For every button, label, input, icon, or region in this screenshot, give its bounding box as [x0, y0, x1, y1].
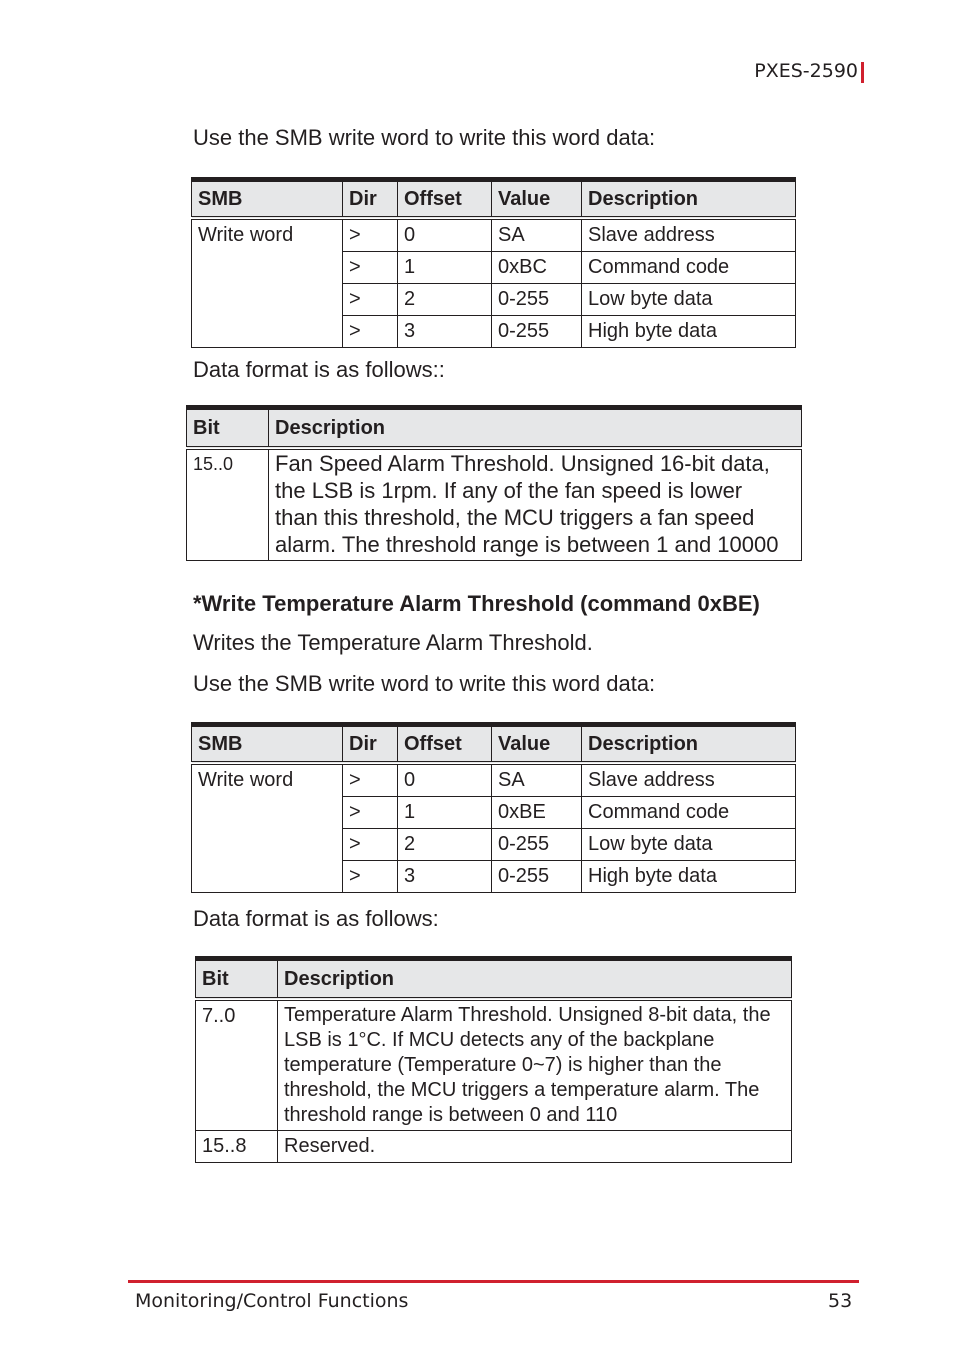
value-cell: SA — [492, 763, 582, 797]
table-header-row — [196, 959, 792, 1000]
description-cell: Low byte data — [582, 284, 796, 316]
section1-smb-table — [191, 177, 796, 348]
section2-bit-table — [195, 956, 792, 1163]
col-header-description: Description — [278, 959, 792, 1000]
col-header-description: Description — [582, 725, 796, 764]
value-cell: 0-255 — [492, 284, 582, 316]
description-cell: Slave address — [582, 763, 796, 797]
offset-cell: 2 — [398, 284, 492, 316]
description-cell: Command code — [582, 797, 796, 829]
col-header-bit: Bit — [187, 408, 269, 449]
bit-cell: 7..0 — [196, 999, 278, 1131]
description-line: LSB is 1°C. If MCU detects any of the backplane — [284, 1029, 715, 1051]
smb-command-cell: Write word — [192, 218, 343, 348]
page-number: 53 — [828, 1290, 853, 1312]
section1-intro: Use the SMB write word to write this word data: — [193, 125, 656, 150]
bit-cell: 15..0 — [187, 448, 269, 561]
section2-heading: *Write Temperature Alarm Threshold (command 0xBE) — [193, 591, 760, 616]
offset-cell: 3 — [398, 861, 492, 893]
value-cell: SA — [492, 218, 582, 252]
description-line: alarm. The threshold range is between 1 and 10000 — [275, 532, 779, 557]
section2-intro: Use the SMB write word to write this word data: — [193, 671, 656, 696]
description-line: threshold, the MCU triggers a temperature alarm. The — [284, 1079, 760, 1101]
section1-format-label: Data format is as follows:: — [193, 357, 445, 382]
value-cell: 0xBC — [492, 252, 582, 284]
description-cell: Slave address — [582, 218, 796, 252]
description-cell: Low byte data — [582, 829, 796, 861]
col-header-dir: Dir — [343, 725, 398, 764]
footer-section-title: Monitoring/Control Functions — [135, 1290, 409, 1312]
document-model-header: PXES-2590 — [754, 60, 858, 82]
col-header-smb: SMB — [192, 725, 343, 764]
description-line: temperature (Temperature 0~7) is higher than the — [284, 1054, 722, 1076]
dir-cell: > — [343, 284, 398, 316]
description-line: Temperature Alarm Threshold. Unsigned 8-bit data, the — [284, 1004, 771, 1026]
col-header-value: Value — [492, 180, 582, 219]
offset-cell: 3 — [398, 316, 492, 348]
col-header-bit: Bit — [196, 959, 278, 1000]
table-row — [196, 1131, 792, 1163]
dir-cell: > — [343, 316, 398, 348]
table-header-row — [187, 408, 802, 449]
dir-cell: > — [343, 218, 398, 252]
offset-cell: 0 — [398, 218, 492, 252]
description-line: Reserved. — [284, 1135, 376, 1157]
header-accent-bar — [861, 62, 864, 83]
section1-bit-table — [186, 405, 802, 561]
footer-rule — [128, 1280, 859, 1283]
smb-command-cell: Write word — [192, 763, 343, 893]
offset-cell: 0 — [398, 763, 492, 797]
col-header-description: Description — [582, 180, 796, 219]
dir-cell: > — [343, 763, 398, 797]
value-cell: 0-255 — [492, 829, 582, 861]
col-header-description: Description — [269, 408, 802, 449]
bit-description-cell — [269, 448, 802, 561]
description-cell: High byte data — [582, 861, 796, 893]
table-row — [187, 448, 802, 561]
offset-cell: 1 — [398, 252, 492, 284]
table-row — [192, 218, 796, 252]
description-cell: High byte data — [582, 316, 796, 348]
bit-description-cell — [278, 1131, 792, 1163]
table-row — [196, 999, 792, 1131]
dir-cell: > — [343, 252, 398, 284]
dir-cell: > — [343, 829, 398, 861]
value-cell: 0-255 — [492, 316, 582, 348]
section2-smb-table — [191, 722, 796, 893]
bit-cell: 15..8 — [196, 1131, 278, 1163]
description-line: Fan Speed Alarm Threshold. Unsigned 16-bit data, — [275, 451, 770, 476]
bit-description-cell — [278, 999, 792, 1131]
description-line: threshold range is between 0 and 110 — [284, 1104, 618, 1126]
value-cell: 0xBE — [492, 797, 582, 829]
col-header-dir: Dir — [343, 180, 398, 219]
description-line: the LSB is 1rpm. If any of the fan speed is lower — [275, 478, 743, 503]
col-header-offset: Offset — [398, 725, 492, 764]
description-cell: Command code — [582, 252, 796, 284]
section2-description: Writes the Temperature Alarm Threshold. — [193, 630, 593, 655]
table-header-row — [192, 180, 796, 219]
table-header-row — [192, 725, 796, 764]
col-header-offset: Offset — [398, 180, 492, 219]
description-line: than this threshold, the MCU triggers a fan speed — [275, 505, 755, 530]
col-header-smb: SMB — [192, 180, 343, 219]
offset-cell: 1 — [398, 797, 492, 829]
value-cell: 0-255 — [492, 861, 582, 893]
table-row — [192, 763, 796, 797]
dir-cell: > — [343, 861, 398, 893]
offset-cell: 2 — [398, 829, 492, 861]
section2-format-label: Data format is as follows: — [193, 906, 439, 931]
col-header-value: Value — [492, 725, 582, 764]
dir-cell: > — [343, 797, 398, 829]
